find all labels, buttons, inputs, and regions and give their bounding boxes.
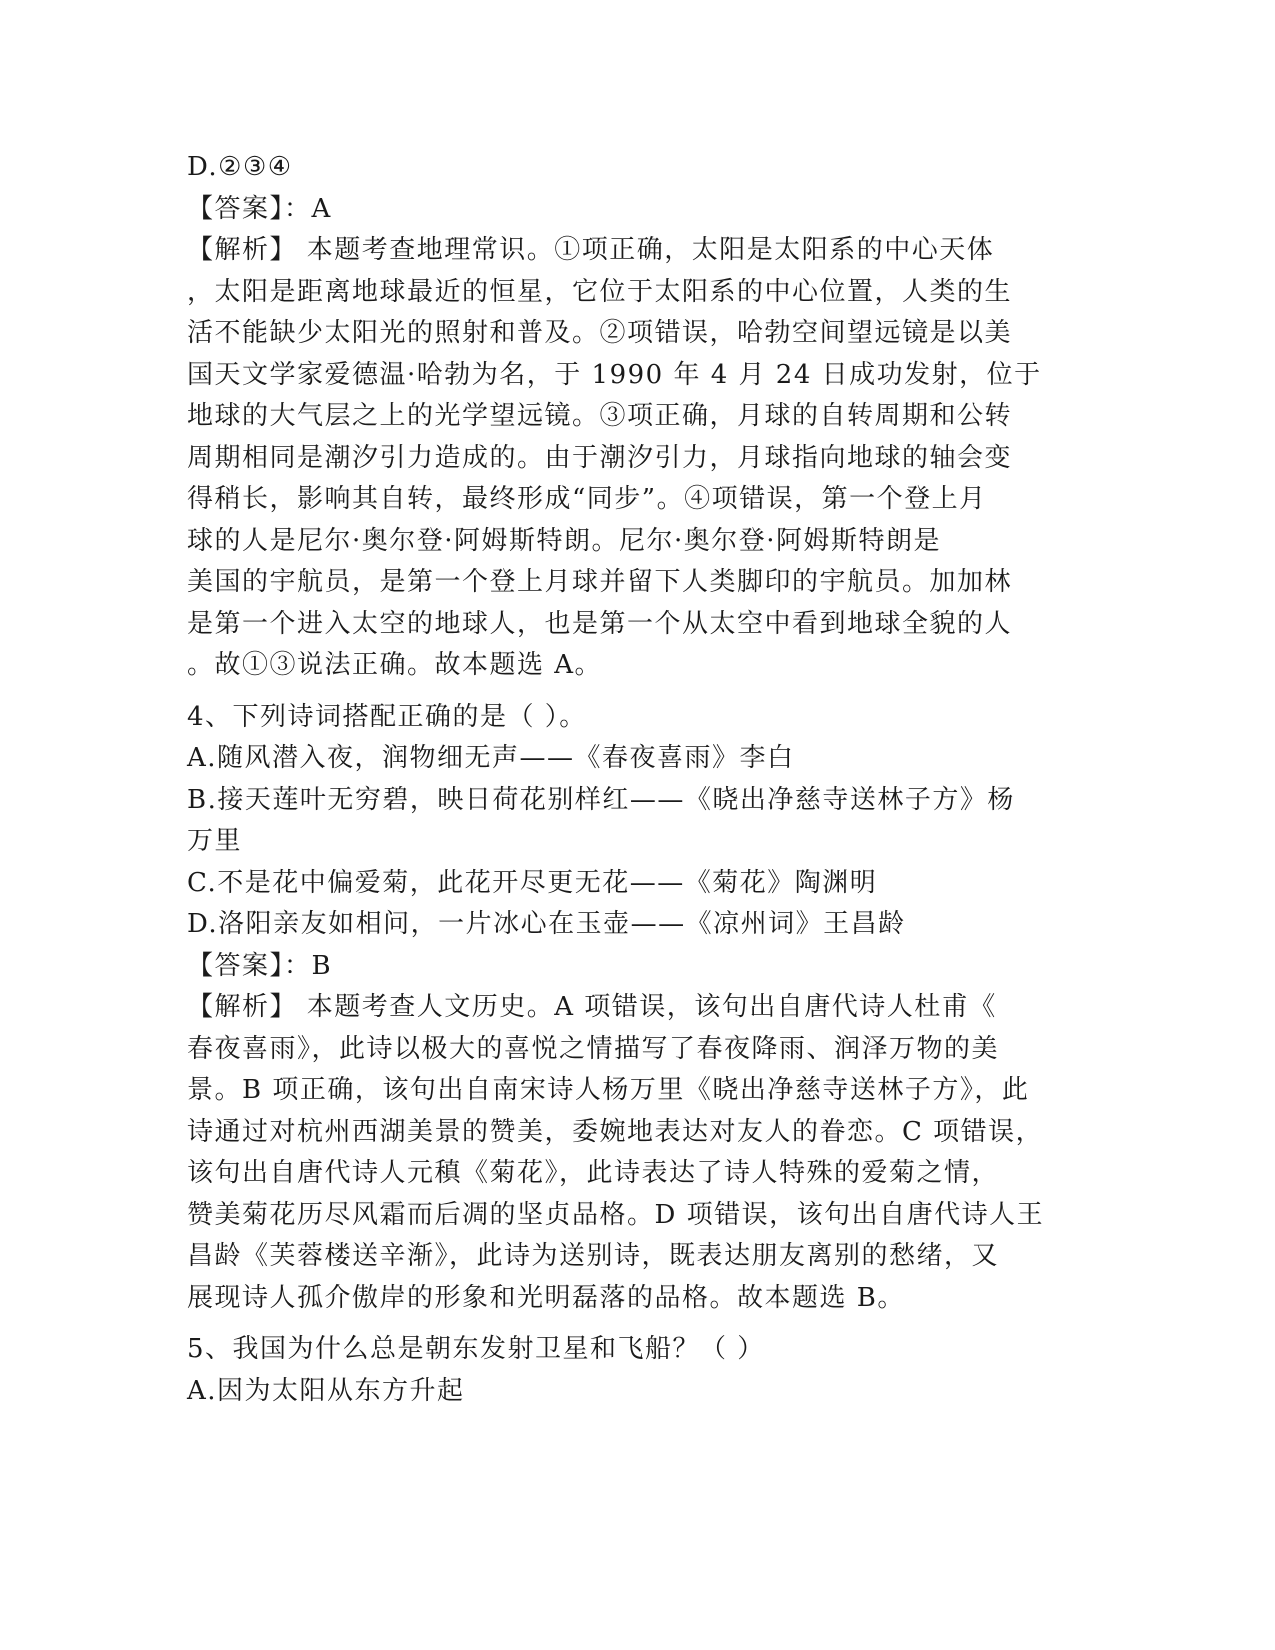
q4-option-a: A.随风潜入夜，润物细无声——《春夜喜雨》李白 (187, 743, 795, 773)
q3-analysis-line: 。故①③说法正确。故本题选 A。 (187, 650, 603, 680)
q4-analysis-line: 昌龄《芙蓉楼送辛渐》，此诗为送别诗，既表达朋友离别的愁绪，又 (187, 1241, 1000, 1271)
q4-answer: 【答案】：B (187, 950, 333, 981)
question-spacer (187, 1319, 1067, 1329)
q3-analysis-line: 是第一个进入太空的地球人，也是第一个从太空中看到地球全貌的人 (187, 608, 1013, 639)
q3-analysis-line: 活不能缺少太阳光的照射和普及。②项错误，哈勃空间望远镜是以美 (187, 318, 1013, 348)
q3-analysis-line: 地球的大气层之上的光学望远镜。③项正确，月球的自转周期和公转 (187, 401, 1013, 431)
q4-analysis-line: 赞美菊花历尽风霜而后凋的坚贞品格。D 项错误，该句出自唐代诗人王 (187, 1199, 1045, 1230)
q3-option-d: D.②③④ (187, 152, 293, 182)
q3-analysis-line: 美国的宇航员，是第一个登上月球并留下人类脚印的宇航员。加加林 (187, 567, 1013, 597)
q4-analysis-line: 景。B 项正确，该句出自南宋诗人杨万里《晓出净慈寺送林子方》，此 (187, 1075, 1030, 1105)
q4-analysis-line: 展现诗人孤介傲岸的形象和光明磊落的品格。故本题选 B。 (187, 1282, 905, 1313)
q4-analysis-line: 【解析】 本题考查人文历史。A 项错误，该句出自唐代诗人杜甫《 (187, 992, 997, 1022)
q3-analysis-line: 球的人是尼尔·奥尔登·阿姆斯特朗。尼尔·奥尔登·阿姆斯特朗是 (187, 525, 942, 556)
document-body (187, 147, 1067, 1412)
q4-option-b: B.接天莲叶无穷碧，映日荷花别样红——《晓出净慈寺送林子方》杨 (187, 784, 1015, 815)
q3-answer: 【答案】：A (187, 193, 332, 224)
q4-option-c: C.不是花中偏爱菊，此花开尽更无花——《菊花》陶渊明 (187, 867, 878, 898)
q4-stem: 4、下列诗词搭配正确的是（ ）。 (187, 701, 587, 732)
q4-analysis (187, 987, 1067, 1319)
q3-analysis-line: ，太阳是距离地球最近的恒星，它位于太阳系的中心位置，人类的生 (187, 276, 1013, 307)
q4-option-d: D.洛阳亲友如相问，一片冰心在玉壶——《凉州词》王昌龄 (187, 909, 906, 939)
q3-analysis-line: 周期相同是潮汐引力造成的。由于潮汐引力，月球指向地球的轴会变 (187, 442, 1013, 473)
q4-analysis-line: 诗通过对杭州西湖美景的赞美，委婉地表达对友人的眷恋。C 项错误， (187, 1116, 1044, 1147)
q5-stem: 5、我国为什么总是朝东发射卫星和飞船？（ ） (187, 1334, 765, 1364)
q4-analysis-line: 春夜喜雨》，此诗以极大的喜悦之情描写了春夜降雨、润泽万物的美 (187, 1033, 1000, 1064)
q3-analysis-line: 国天文学家爱德温·哈勃为名，于 1990 年 4 月 24 日成功发射，位于 (187, 359, 1042, 390)
q3-analysis-line: 【解析】 本题考查地理常识。①项正确，太阳是太阳系的中心天体 (187, 235, 995, 265)
question-spacer (187, 687, 1067, 697)
q4-analysis-line: 该句出自唐代诗人元稹《菊花》，此诗表达了诗人特殊的爱菊之情， (187, 1158, 1000, 1188)
q3-analysis (187, 230, 1067, 687)
q3-analysis-line: 得稍长，影响其自转，最终形成“同步”。④项错误，第一个登上月 (187, 484, 987, 514)
q4-option-b-continued: 万里 (187, 826, 243, 856)
q5-option-a: A.因为太阳从东方升起 (187, 1375, 465, 1406)
